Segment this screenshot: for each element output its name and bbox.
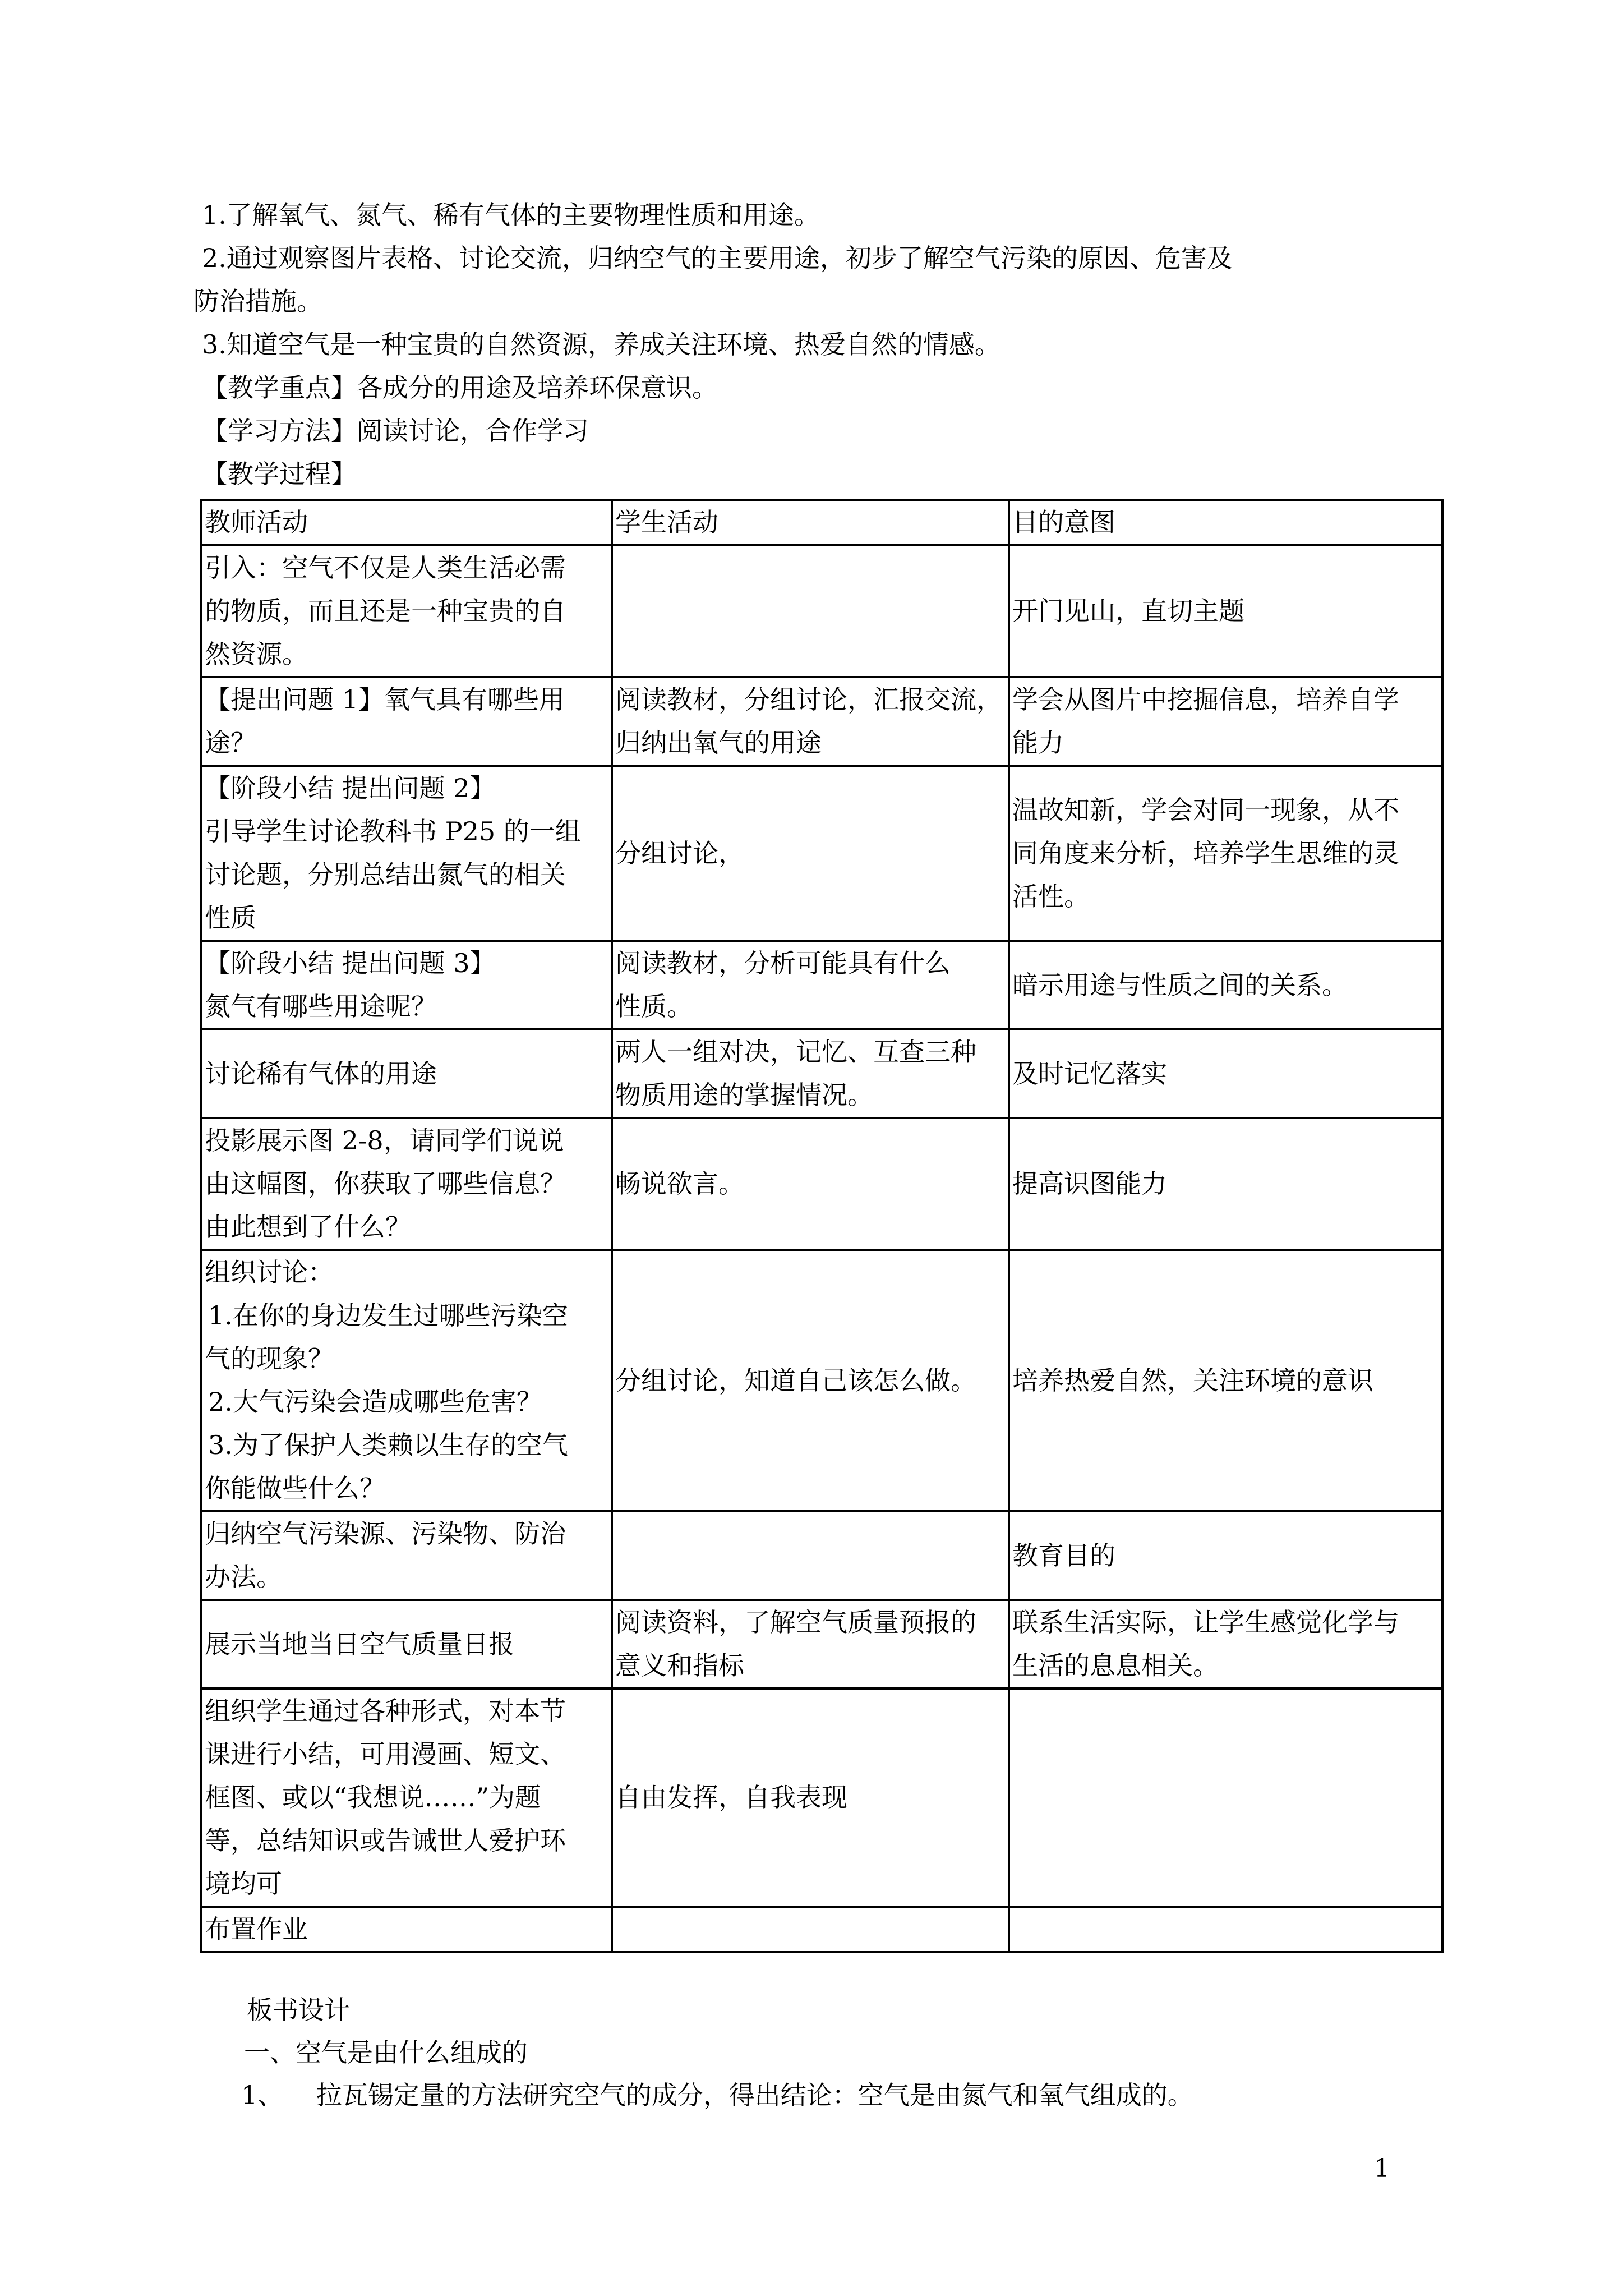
- table-row: [201, 1511, 1442, 1600]
- cell-line: 由这幅图，你获取了哪些信息？: [205, 1168, 566, 1199]
- teacher-cell: [201, 766, 612, 941]
- cell-line: 组织讨论：: [205, 1257, 334, 1287]
- cell-line: 教育目的: [1012, 1540, 1115, 1571]
- cell-line: 【阶段小结 提出问题 3】: [205, 948, 496, 978]
- table-row: [201, 1250, 1442, 1511]
- cell-line: 讨论稀有气体的用途: [205, 1058, 437, 1089]
- teacher-cell: [201, 1118, 612, 1250]
- teacher-cell: [201, 1029, 612, 1118]
- table-row: [201, 1118, 1442, 1250]
- teacher-cell: [201, 941, 612, 1029]
- cell-line: 1.在你的身边发生过哪些污染空: [208, 1300, 568, 1331]
- cell-line: 阅读教材，分析可能具有什么: [615, 948, 951, 978]
- cell-line: 物质用途的掌握情况。: [615, 1080, 873, 1110]
- cell-line: 归纳出氧气的用途: [615, 728, 822, 758]
- student-cell: [612, 1250, 1009, 1511]
- cell-line: 境均可: [205, 1869, 282, 1899]
- cell-line: 【提出问题 1】氧气具有哪些用: [205, 684, 565, 715]
- cell-line: 展示当地当日空气质量日报: [205, 1628, 514, 1659]
- cell-line: 途？: [205, 728, 256, 758]
- cell-line: 氮气有哪些用途呢？: [205, 991, 437, 1022]
- cell-line: 生活的息息相关。: [1012, 1650, 1219, 1681]
- cell-line: 及时记忆落实: [1012, 1058, 1167, 1089]
- cell-line: 3.为了保护人类赖以生存的空气: [208, 1430, 568, 1460]
- cell-line: 分组讨论，知道自己该怎么做。: [615, 1365, 976, 1396]
- purpose-cell: [1009, 1600, 1442, 1688]
- student-cell: [612, 1907, 1009, 1952]
- table-row: [201, 1600, 1442, 1688]
- student-cell: [612, 545, 1009, 677]
- teacher-cell: [201, 545, 612, 677]
- purpose-cell: [1009, 1688, 1442, 1907]
- cell-line: 两人一组对决，记忆、互查三种: [615, 1037, 976, 1067]
- learning-method: 【学习方法】阅读讨论，合作学习: [202, 416, 589, 446]
- teacher-cell: [201, 1250, 612, 1511]
- teacher-cell: [201, 677, 612, 766]
- cell-line: 暗示用途与性质之间的关系。: [1012, 969, 1348, 1000]
- cell-line: 然资源。: [205, 639, 308, 669]
- cell-line: 归纳空气污染源、污染物、防治: [205, 1519, 566, 1549]
- teacher-cell: [201, 1600, 612, 1688]
- cell-line: 组织学生通过各种形式，对本节: [205, 1696, 566, 1726]
- purpose-cell: [1009, 1029, 1442, 1118]
- cell-line: 办法。: [205, 1562, 282, 1592]
- cell-line: 同角度来分析，培养学生思维的灵: [1012, 838, 1399, 868]
- student-cell: [612, 941, 1009, 1029]
- cell-line: 性质: [205, 903, 256, 933]
- cell-line: 【阶段小结 提出问题 2】: [205, 773, 496, 803]
- board-item-1: 1、 拉瓦锡定量的方法研究空气的成分，得出结论：空气是由氮气和氧气组成的。: [241, 2080, 1193, 2110]
- table-row: [201, 677, 1442, 766]
- page-number: 1: [1374, 2154, 1390, 2183]
- cell-line: 阅读资料，了解空气质量预报的: [615, 1607, 976, 1637]
- teacher-cell: [201, 1688, 612, 1907]
- cell-line: 由此想到了什么？: [205, 1212, 411, 1242]
- cell-line: 活性。: [1012, 881, 1090, 912]
- cell-line: 开门见山，直切主题: [1012, 596, 1244, 626]
- cell-line: 气的现象？: [205, 1343, 334, 1374]
- cell-line: 讨论题，分别总结出氮气的相关: [205, 859, 566, 890]
- cell-line: 阅读教材，分组讨论，汇报交流，: [615, 684, 1002, 715]
- purpose-cell: [1009, 766, 1442, 941]
- cell-line: 意义和指标: [615, 1650, 744, 1681]
- purpose-cell: [1009, 941, 1442, 1029]
- cell-line: 联系生活实际，让学生感觉化学与: [1012, 1607, 1399, 1637]
- teacher-cell: [201, 1511, 612, 1600]
- student-cell: [612, 677, 1009, 766]
- cell-line: 自由发挥，自我表现: [615, 1782, 847, 1812]
- table-row: [201, 545, 1442, 677]
- cell-line: 引入：空气不仅是人类生活必需: [205, 553, 566, 583]
- cell-line: 分组讨论，: [615, 838, 744, 868]
- cell-line: 培养热爱自然，关注环境的意识: [1012, 1365, 1373, 1396]
- table-row: [201, 1907, 1442, 1952]
- cell-line: 学会从图片中挖掘信息，培养自学: [1012, 684, 1399, 715]
- teacher-cell: [201, 1907, 612, 1952]
- cell-line: 能力: [1012, 728, 1064, 758]
- objective-1: 1.了解氧气、氮气、稀有气体的主要物理性质和用途。: [202, 200, 820, 230]
- cell-line: 你能做些什么？: [205, 1473, 385, 1503]
- student-cell: [612, 1511, 1009, 1600]
- purpose-cell: [1009, 1511, 1442, 1600]
- student-cell: [612, 1688, 1009, 1907]
- intro-section: [193, 194, 1436, 496]
- purpose-cell: [1009, 1907, 1442, 1952]
- student-cell: [612, 1118, 1009, 1250]
- table-row: [201, 766, 1442, 941]
- objective-2-continued: 防治措施。: [193, 286, 322, 316]
- cell-line: 温故知新，学会对同一现象，从不: [1012, 794, 1399, 825]
- table-header-row: [201, 500, 1442, 545]
- board-design: [241, 1989, 1424, 2116]
- cell-line: 课进行小结，可用漫画、短文、: [205, 1739, 566, 1769]
- header-student: 学生活动: [612, 500, 1009, 545]
- cell-line: 框图、或以“我想说……”为题: [205, 1782, 541, 1812]
- cell-line: 提高识图能力: [1012, 1168, 1167, 1199]
- purpose-cell: [1009, 677, 1442, 766]
- cell-line: 的物质，而且还是一种宝贵的自: [205, 596, 566, 626]
- cell-line: 畅说欲言。: [615, 1168, 744, 1199]
- table-row: [201, 1029, 1442, 1118]
- cell-line: 布置作业: [205, 1914, 308, 1944]
- objective-3: 3.知道空气是一种宝贵的自然资源，养成关注环境、热爱自然的情感。: [202, 329, 1000, 360]
- cell-line: 等，总结知识或告诫世人爱护环: [205, 1825, 566, 1856]
- objective-2: 2.通过观察图片表格、讨论交流，归纳空气的主要用途，初步了解空气污染的原因、危害及: [202, 243, 1233, 273]
- purpose-cell: [1009, 1118, 1442, 1250]
- header-teacher: 教师活动: [201, 500, 612, 545]
- student-cell: [612, 1600, 1009, 1688]
- table-row: [201, 941, 1442, 1029]
- table-row: [201, 1688, 1442, 1907]
- cell-line: 引导学生讨论教科书 P25 的一组: [205, 816, 581, 846]
- header-purpose: 目的意图: [1009, 500, 1442, 545]
- lesson-table: [200, 499, 1444, 1953]
- cell-line: 2.大气污染会造成哪些危害？: [208, 1387, 542, 1417]
- cell-line: 投影展示图 2-8，请同学们说说: [205, 1125, 564, 1156]
- student-cell: [612, 766, 1009, 941]
- purpose-cell: [1009, 545, 1442, 677]
- student-cell: [612, 1029, 1009, 1118]
- cell-line: 性质。: [615, 991, 693, 1022]
- purpose-cell: [1009, 1250, 1442, 1511]
- key-point: 【教学重点】各成分的用途及培养环保意识。: [202, 372, 718, 403]
- board-title: 板书设计: [247, 1995, 350, 2025]
- teaching-process-heading: 【教学过程】: [202, 459, 357, 489]
- board-section: 一、空气是由什么组成的: [244, 2037, 528, 2068]
